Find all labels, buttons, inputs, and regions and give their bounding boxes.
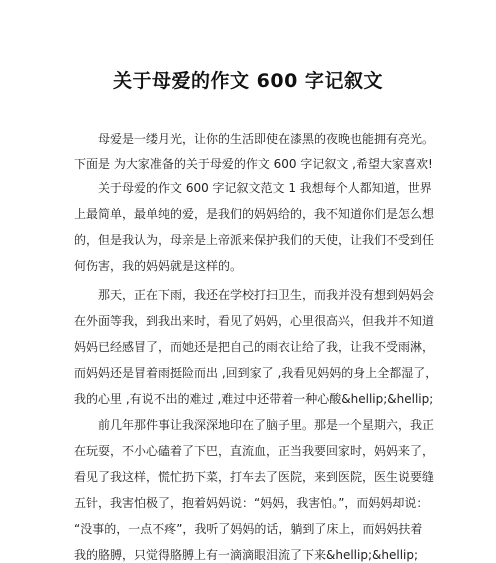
- paragraph-line: “没事的，一点不疼”，我听了妈妈的话，躺到了床上，而妈妈扶着: [74, 522, 423, 536]
- paragraph-line: 关于母爱的作文 600 字记叙文范文 1 我想每个人都知道，世界: [98, 181, 432, 195]
- paragraph-line: 在外面等我，到我出来时，看见了妈妈，心里很高兴，但我并不知道: [74, 314, 435, 328]
- paragraph-line: 看见了我这样，慌忙扔下菜，打车去了医院，来到医院，医生说要缝: [74, 470, 435, 484]
- paragraph-line: 前几年那件事让我深深地印在了脑子里。那是一个星期六，我正: [98, 418, 435, 432]
- paragraph-line: 妈妈已经感冒了，而她还是把自己的雨衣让给了我，让我不受雨淋，: [74, 340, 435, 354]
- paragraph-line: 我的心里 ,有说不出的难过 ,难过中还带着一种心酸&hellip;&hellip;: [74, 392, 434, 406]
- paragraph-line: 五针，我害怕极了，抱着妈妈说：“妈妈，我害怕。”，而妈妈却说：: [74, 496, 429, 510]
- paragraph-line: 下面是 为大家准备的关于母爱的作文 600 字记叙文 ,希望大家喜欢!: [74, 157, 433, 171]
- paragraph-line: 的，但是我认为，母亲是上帝派来保护我们的天使，让我们不受到任: [74, 233, 435, 247]
- paragraph-line: 我的胳膊，只觉得胳膊上有一滴滴眼泪流了下来&hellip;&hellip;: [74, 548, 419, 562]
- paragraph-line: 母爱是一缕月光，让你的生活即使在漆黑的夜晚也能拥有亮光。: [98, 132, 435, 146]
- page-title: 关于母爱的作文 600 字记叙文: [113, 70, 383, 92]
- paragraph-line: 那天，正在下雨，我还在学校打扫卫生，而我并没有想到妈妈会: [98, 288, 435, 302]
- paragraph-line: 何伤害，我的妈妈就是这样的。: [74, 259, 243, 273]
- paragraph-line: 而妈妈还是冒着雨挺险而出 ,回到家了 ,我看见妈妈的身上全都湿了，: [74, 366, 438, 380]
- paragraph-line: 在玩耍，不小心磕着了下巴，直流血，正当我要回家时，妈妈来了，: [74, 444, 435, 458]
- paragraph-line: 上最简单，最单纯的爱，是我们的妈妈给的，我不知道你们是怎么想: [74, 207, 435, 221]
